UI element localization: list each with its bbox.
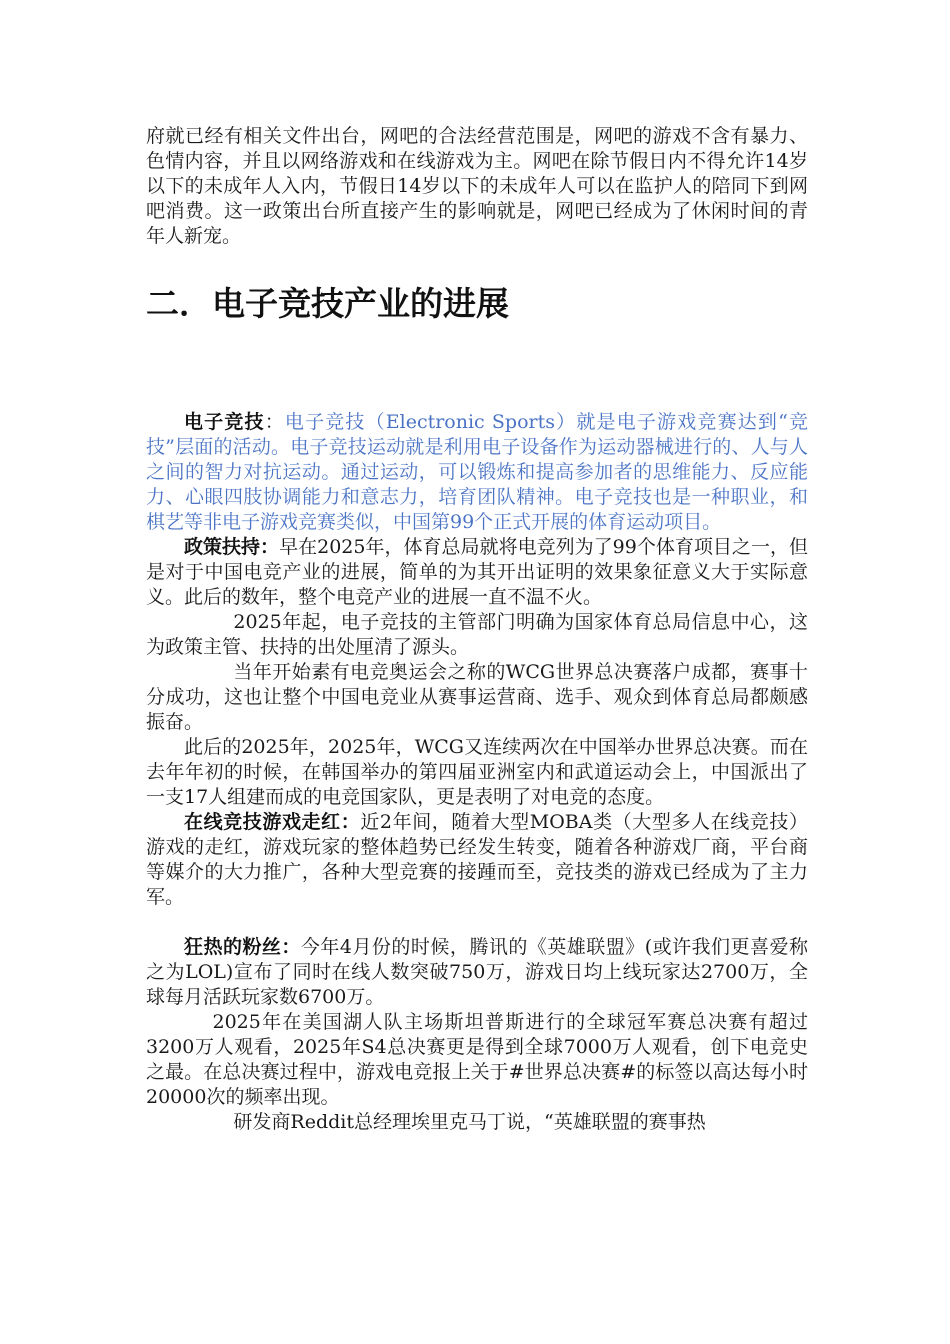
esports-separator: ： bbox=[264, 411, 285, 433]
paragraph-online bbox=[146, 810, 808, 910]
paragraph-final: 2025年在美国湖人队主场斯坦普斯进行的全球冠军赛总决赛有超过3200万人观看，2025年S4总决赛更是得到全球7000万人观看，创下电竞史之最。在总决赛过程中，游戏电竞报上关于#世界总决赛#的标签以高达每小时20000次的频率出现。 bbox=[146, 1011, 808, 1108]
policy-text: 早在2025年，体育总局就将电竞列为了99个体育项目之一，但是对于中国电竞产业的进展，简单的为其开出证明的效果象征意义大于实际意义。此后的数年，整个电竞产业的进展一直不温不火。 bbox=[146, 536, 808, 608]
paragraph-wcg: 当年开始素有电竞奥运会之称的WCG世界总决赛落户成都，赛事十分成功，这也让整个中国电竞业从赛事运营商、选手、观众到体育总局都颇感振奋。 bbox=[146, 661, 808, 733]
esports-label: 电子竞技 bbox=[184, 411, 265, 433]
online-label: 在线竞技游戏走红： bbox=[184, 811, 361, 833]
section-heading: 二．电子竞技产业的进展 bbox=[146, 284, 509, 323]
document-page bbox=[146, 124, 808, 1135]
paragraph-esports bbox=[146, 410, 808, 535]
paragraph-after: 此后的2025年，2025年，WCG又连续两次在中国举办世界总决赛。而在去年年初的时候，在韩国举办的第四届亚洲室内和武道运动会上，中国派出了一支17人组建而成的电竞国家队，更是表明了对电竞的态度。 bbox=[146, 736, 808, 808]
policy-label: 政策扶持： bbox=[184, 536, 280, 558]
paragraph-policy bbox=[146, 535, 808, 610]
paragraph-2025-start: 2025年起，电子竞技的主管部门明确为国家体育总局信息中心，这为政策主管、扶持的出处厘清了源头。 bbox=[146, 611, 808, 658]
paragraph-reddit: 研发商Reddit总经理埃里克马丁说，“英雄联盟的赛事热 bbox=[233, 1111, 706, 1133]
online-text: 近2年间，随着大型MOBA类（大型多人在线竞技）游戏的走红，游戏玩家的整体趋势已经发生转变，随着各种游戏厂商，平台商等媒介的大力推广，各种大型竞赛的接踵而至，竞技类的游戏已经成为了主力军。 bbox=[146, 811, 808, 908]
fans-text: 今年4月份的时候，腾讯的《英雄联盟》(或许我们更喜爱称之为LOL)宣布了同时在线人数突破750万，游戏日均上线玩家达2700万，全球每月活跃玩家数6700万。 bbox=[146, 936, 808, 1008]
esports-definition: 电子竞技（Electronic Sports）就是电子游戏竞赛达到“竞技”层面的活动。电子竞技运动就是利用电子设备作为运动器械进行的、人与人之间的智力对抗运动。通过运动，可以锻炼和提高参加者的思维能力、反应能力、心眼四肢协调能力和意志力，培育团队精神。电子竞技也是一种职业，和棋艺等非电子游戏竞赛类似，中国第99个正式开展的体育运动项目。 bbox=[146, 411, 808, 533]
paragraph-intro: 府就已经有相关文件出台，网吧的合法经营范围是，网吧的游戏不含有暴力、色情内容，并且以网络游戏和在线游戏为主。网吧在除节假日内不得允许14岁以下的未成年人入内，节假日14岁以下的未成年人可以在监护人的陪同下到网吧消费。这一政策出台所直接产生的影响就是，网吧已经成为了休闲时间的青年人新宠。 bbox=[146, 125, 808, 247]
paragraph-fans bbox=[146, 935, 808, 1010]
fans-label: 狂热的粉丝： bbox=[184, 936, 301, 958]
